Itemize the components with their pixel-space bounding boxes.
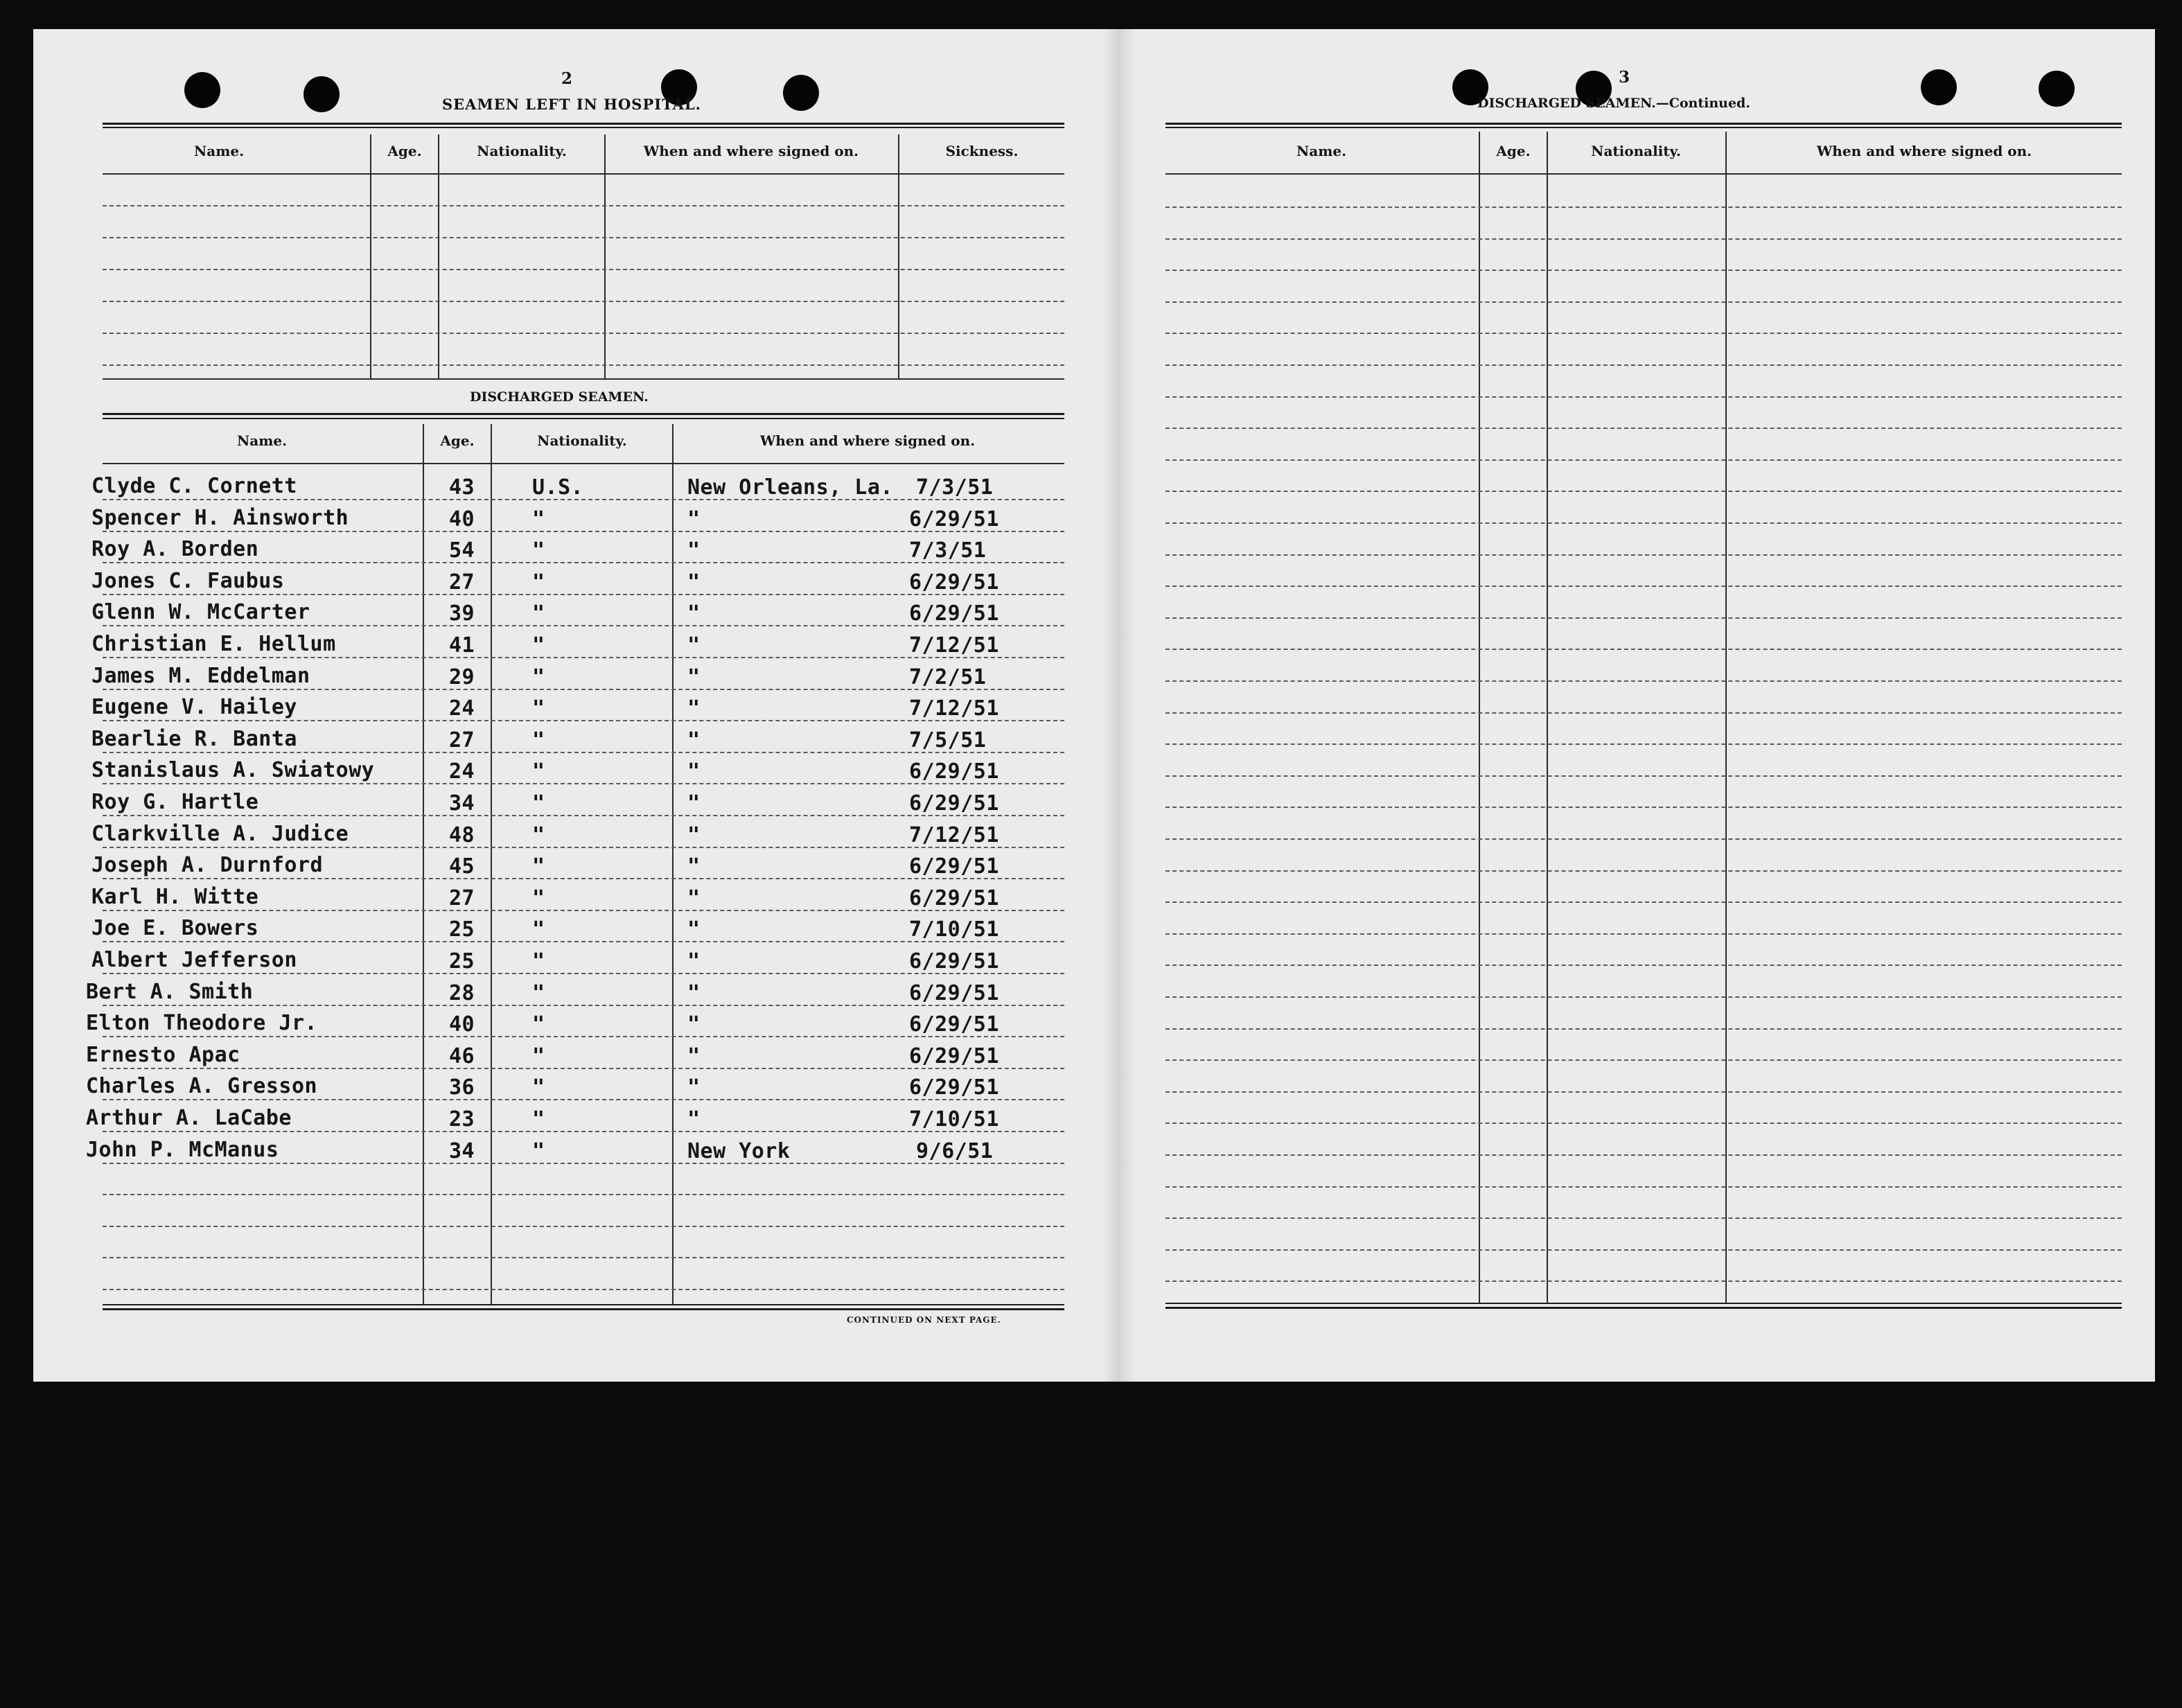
column-header-sickness: Sickness. bbox=[945, 143, 1019, 159]
signed-on-date: 7/5/51 bbox=[909, 728, 987, 752]
seaman-name: Karl H. Witte bbox=[91, 884, 259, 909]
row-line bbox=[1165, 996, 2122, 998]
punch-hole bbox=[184, 72, 220, 108]
seaman-name: Charles A. Gresson bbox=[86, 1074, 318, 1099]
page-fold bbox=[1102, 29, 1135, 1382]
column-header-age: Age. bbox=[1496, 143, 1531, 159]
signed-on-date: 7/12/51 bbox=[909, 696, 999, 721]
seaman-age: 46 bbox=[449, 1044, 475, 1068]
discharged-section-title: DISCHARGED SEAMEN. bbox=[470, 389, 649, 405]
signed-on-date: 7/12/51 bbox=[909, 633, 999, 658]
seaman-age: 45 bbox=[449, 854, 475, 879]
signed-on-place: " bbox=[687, 1044, 701, 1068]
seaman-age: 54 bbox=[449, 538, 475, 563]
row-line bbox=[1165, 586, 2122, 587]
row-line bbox=[1165, 1028, 2122, 1030]
column-header-name: Name. bbox=[193, 143, 245, 159]
seaman-age: 28 bbox=[449, 980, 475, 1005]
seaman-age: 48 bbox=[449, 822, 475, 847]
page-number: 3 bbox=[1619, 68, 1630, 87]
signed-on-date: 6/29/51 bbox=[909, 759, 999, 784]
row-line bbox=[1165, 870, 2122, 872]
seaman-age: 29 bbox=[449, 664, 475, 689]
signed-on-place: " bbox=[687, 980, 701, 1005]
signed-on-date: 6/29/51 bbox=[909, 1012, 999, 1037]
row-line bbox=[1165, 649, 2122, 650]
seaman-age: 34 bbox=[449, 1138, 475, 1163]
seaman-age: 27 bbox=[449, 570, 475, 595]
signed-on-place: " bbox=[687, 917, 701, 942]
punch-hole bbox=[2039, 71, 2075, 107]
hospital-section-title: SEAMEN LEFT IN HOSPITAL. bbox=[442, 96, 701, 113]
seaman-age: 34 bbox=[449, 791, 475, 816]
signed-on-date: 6/29/51 bbox=[909, 507, 999, 531]
row-line bbox=[1165, 333, 2122, 334]
row-line bbox=[1165, 1122, 2122, 1124]
seaman-name: Stanislaus A. Swiatowy bbox=[91, 758, 375, 783]
seaman-age: 36 bbox=[449, 1075, 475, 1100]
seaman-age: 41 bbox=[449, 633, 475, 658]
continued-footer: CONTINUED ON NEXT PAGE. bbox=[847, 1315, 1001, 1325]
column-header-name: Name. bbox=[236, 432, 288, 449]
signed-on-place: " bbox=[687, 886, 701, 910]
signed-on-place: " bbox=[687, 570, 701, 595]
seaman-name: Roy A. Borden bbox=[91, 537, 259, 562]
row-line bbox=[103, 1289, 1064, 1290]
column-header-signed-on: When and where signed on. bbox=[1816, 143, 2032, 159]
seaman-nationality: U.S. bbox=[532, 475, 584, 500]
row-line bbox=[1165, 1186, 2122, 1188]
seaman-age: 40 bbox=[449, 507, 475, 531]
row-line bbox=[1165, 965, 2122, 966]
signed-on-date: 6/29/51 bbox=[909, 886, 999, 910]
seaman-name: Clarkville A. Judice bbox=[91, 821, 349, 846]
discharged-continued-title: DISCHARGED SEAMEN.—Continued. bbox=[1477, 96, 1750, 111]
punch-hole bbox=[783, 75, 819, 111]
seaman-age: 25 bbox=[449, 917, 475, 942]
seaman-nationality: " bbox=[532, 759, 545, 784]
seaman-name: Clyde C. Cornett bbox=[91, 474, 297, 498]
signed-on-date: 6/29/51 bbox=[909, 1075, 999, 1100]
row-line bbox=[1165, 522, 2122, 524]
seaman-name: Bert A. Smith bbox=[86, 979, 254, 1004]
seaman-nationality: " bbox=[532, 791, 545, 816]
signed-on-place: " bbox=[687, 664, 701, 689]
signed-on-date: 6/29/51 bbox=[909, 1044, 999, 1068]
signed-on-place: " bbox=[687, 507, 701, 531]
signed-on-place: New Orleans, La. bbox=[687, 475, 893, 500]
seaman-name: Joseph A. Durnford bbox=[91, 853, 324, 878]
signed-on-date: 6/29/51 bbox=[909, 570, 999, 595]
seaman-nationality: " bbox=[532, 728, 545, 752]
row-line bbox=[1165, 933, 2122, 935]
column-header-nationality: Nationality. bbox=[1591, 143, 1681, 159]
row-line bbox=[103, 1194, 1064, 1195]
row-line bbox=[1165, 1059, 2122, 1061]
seaman-name: Bearlie R. Banta bbox=[91, 726, 297, 751]
row-line bbox=[1165, 807, 2122, 808]
signed-on-date: 6/29/51 bbox=[909, 601, 999, 626]
top-rule bbox=[103, 127, 1064, 128]
seaman-nationality: " bbox=[532, 570, 545, 595]
signed-on-place: " bbox=[687, 822, 701, 847]
seaman-nationality: " bbox=[532, 696, 545, 721]
column-header-signed-on: When and where signed on. bbox=[643, 143, 859, 159]
signed-on-date: 7/10/51 bbox=[909, 917, 999, 942]
seaman-age: 39 bbox=[449, 601, 475, 626]
seaman-name: Ernesto Apac bbox=[86, 1042, 240, 1067]
signed-on-date: 7/3/51 bbox=[916, 475, 994, 500]
signed-on-date: 7/3/51 bbox=[909, 538, 987, 563]
signed-on-place: " bbox=[687, 633, 701, 658]
seaman-age: 27 bbox=[449, 886, 475, 910]
seaman-age: 23 bbox=[449, 1107, 475, 1132]
seaman-nationality: " bbox=[532, 664, 545, 689]
seaman-name: Christian E. Hellum bbox=[91, 632, 336, 656]
signed-on-place: " bbox=[687, 538, 701, 563]
seaman-age: 24 bbox=[449, 759, 475, 784]
row-line bbox=[1165, 270, 2122, 271]
row-line bbox=[1165, 680, 2122, 682]
seaman-nationality: " bbox=[532, 1044, 545, 1068]
seaman-nationality: " bbox=[532, 980, 545, 1005]
signed-on-place: " bbox=[687, 791, 701, 816]
row-line bbox=[1165, 206, 2122, 208]
signed-on-date: 6/29/51 bbox=[909, 980, 999, 1005]
seaman-name: Eugene V. Hailey bbox=[91, 695, 297, 720]
seaman-age: 24 bbox=[449, 696, 475, 721]
signed-on-place: " bbox=[687, 759, 701, 784]
signed-on-date: 6/29/51 bbox=[909, 854, 999, 879]
row-line bbox=[1165, 428, 2122, 429]
signed-on-place: " bbox=[687, 1107, 701, 1132]
row-line bbox=[1165, 617, 2122, 619]
signed-on-place: " bbox=[687, 949, 701, 974]
signed-on-place: " bbox=[687, 728, 701, 752]
seaman-nationality: " bbox=[532, 949, 545, 974]
column-header-age: Age. bbox=[387, 143, 422, 159]
column-header-signed-on: When and where signed on. bbox=[759, 432, 976, 449]
row-line bbox=[1165, 396, 2122, 398]
row-line bbox=[1165, 901, 2122, 903]
column-header-nationality: Nationality. bbox=[477, 143, 567, 159]
row-line bbox=[1165, 491, 2122, 492]
seaman-name: John P. McManus bbox=[86, 1137, 279, 1162]
column-header-age: Age. bbox=[440, 432, 475, 449]
column-header-nationality: Nationality. bbox=[537, 432, 627, 449]
seaman-name: Jones C. Faubus bbox=[91, 568, 285, 593]
row-line bbox=[103, 1226, 1064, 1227]
seaman-name: Glenn W. McCarter bbox=[91, 600, 310, 625]
seaman-age: 25 bbox=[449, 949, 475, 974]
signed-on-date: 7/10/51 bbox=[909, 1107, 999, 1132]
signed-on-date: 6/29/51 bbox=[909, 791, 999, 816]
signed-on-date: 9/6/51 bbox=[916, 1138, 994, 1163]
row-line bbox=[1165, 554, 2122, 556]
signed-on-date: 7/12/51 bbox=[909, 822, 999, 847]
seaman-nationality: " bbox=[532, 601, 545, 626]
row-line bbox=[1165, 1091, 2122, 1093]
signed-on-date: 6/29/51 bbox=[909, 949, 999, 974]
seaman-age: 40 bbox=[449, 1012, 475, 1037]
row-line bbox=[1165, 743, 2122, 745]
seaman-name: Joe E. Bowers bbox=[91, 916, 259, 941]
top-rule bbox=[103, 123, 1064, 125]
signed-on-place: " bbox=[687, 1012, 701, 1037]
punch-hole bbox=[303, 76, 340, 112]
row-line bbox=[1165, 1217, 2122, 1219]
row-line bbox=[1165, 1249, 2122, 1251]
signed-on-place: " bbox=[687, 1075, 701, 1100]
seaman-nationality: " bbox=[532, 633, 545, 658]
row-line bbox=[1165, 301, 2122, 303]
column-header-name: Name. bbox=[1296, 143, 1347, 159]
page-number: 2 bbox=[561, 69, 573, 88]
seaman-name: Elton Theodore Jr. bbox=[86, 1011, 318, 1036]
seaman-nationality: " bbox=[532, 917, 545, 942]
row-line bbox=[103, 1257, 1064, 1258]
seaman-age: 43 bbox=[449, 475, 475, 500]
seaman-age: 27 bbox=[449, 728, 475, 752]
signed-on-place: " bbox=[687, 696, 701, 721]
row-line bbox=[1165, 775, 2122, 777]
row-line bbox=[1165, 364, 2122, 366]
document-sheet bbox=[33, 29, 2155, 1382]
seaman-nationality: " bbox=[532, 1138, 545, 1163]
signed-on-place: " bbox=[687, 601, 701, 626]
signed-on-place: New York bbox=[687, 1138, 791, 1163]
row-line bbox=[1165, 712, 2122, 714]
row-line bbox=[1165, 838, 2122, 840]
seaman-nationality: " bbox=[532, 822, 545, 847]
row-line bbox=[1165, 459, 2122, 461]
seaman-name: Roy G. Hartle bbox=[91, 790, 259, 814]
seaman-nationality: " bbox=[532, 538, 545, 563]
punch-hole bbox=[1921, 69, 1957, 105]
signed-on-place: " bbox=[687, 854, 701, 879]
signed-on-date: 7/2/51 bbox=[909, 664, 987, 689]
seaman-nationality: " bbox=[532, 854, 545, 879]
seaman-nationality: " bbox=[532, 1107, 545, 1132]
row-line bbox=[1165, 1154, 2122, 1156]
seaman-name: Arthur A. LaCabe bbox=[86, 1106, 292, 1130]
seaman-nationality: " bbox=[532, 507, 545, 531]
seaman-nationality: " bbox=[532, 1012, 545, 1037]
seaman-name: Albert Jefferson bbox=[91, 948, 297, 972]
seaman-nationality: " bbox=[532, 886, 545, 910]
seaman-nationality: " bbox=[532, 1075, 545, 1100]
row-line bbox=[1165, 1280, 2122, 1282]
row-line bbox=[1165, 238, 2122, 240]
seaman-name: Spencer H. Ainsworth bbox=[91, 505, 349, 530]
seaman-name: James M. Eddelman bbox=[91, 663, 310, 688]
